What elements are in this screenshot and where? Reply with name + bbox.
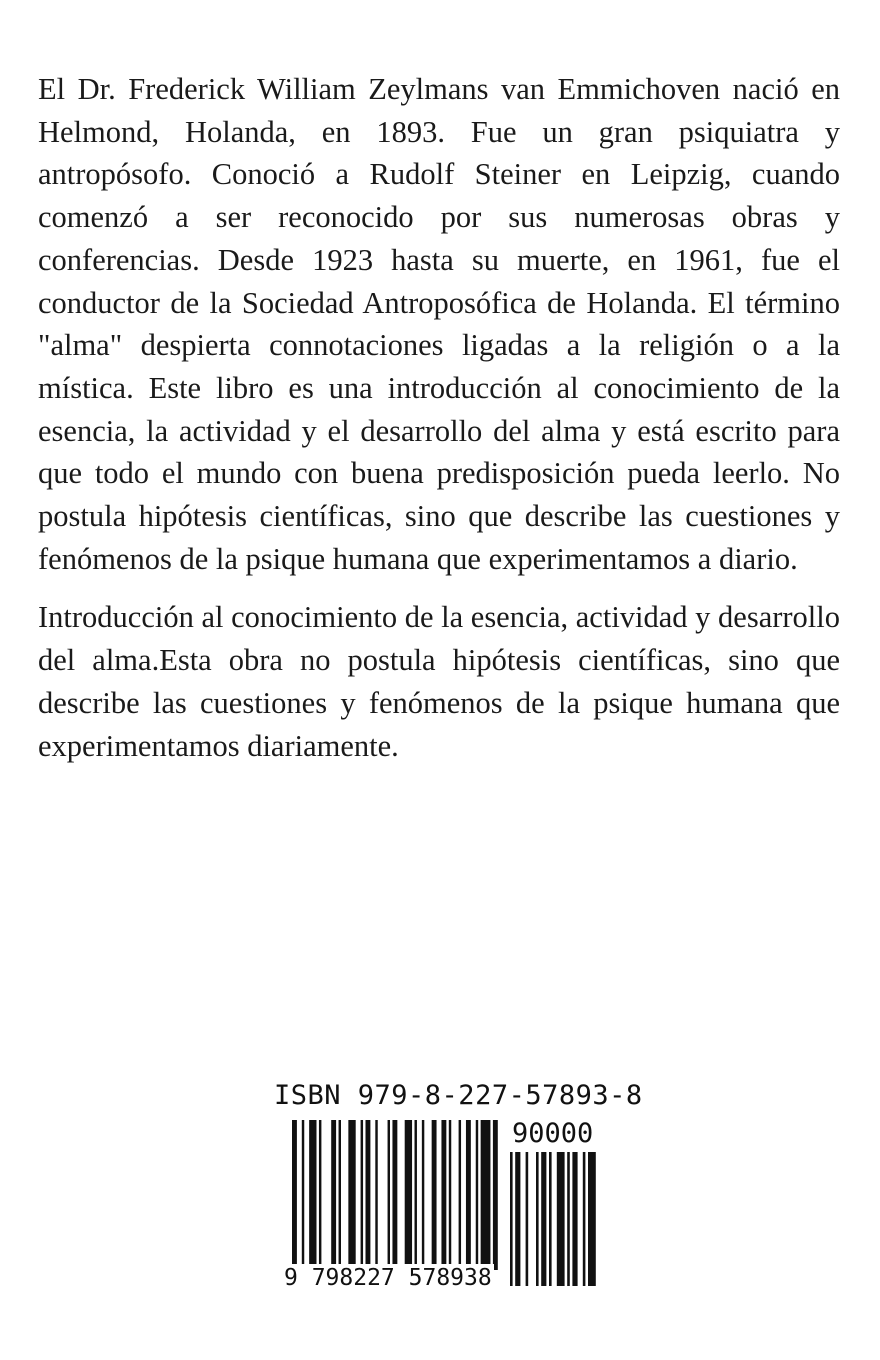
barcode-bar-16: [441, 1120, 446, 1270]
addon-bar-5: [549, 1152, 552, 1286]
barcode-digits: 9 798227 578938: [284, 1265, 492, 1291]
barcode-bar-14: [422, 1120, 424, 1270]
barcode-bar-12: [405, 1120, 412, 1270]
addon-bar-4: [541, 1152, 546, 1286]
addon-bar-7: [567, 1152, 570, 1286]
back-cover-description: [38, 68, 840, 767]
barcode-bar-4: [331, 1120, 336, 1270]
barcode-bar-8: [366, 1120, 371, 1270]
main-barcode-bars: [292, 1120, 498, 1270]
addon-price-code: 90000: [512, 1118, 594, 1149]
barcode-bar-7: [361, 1120, 363, 1270]
barcode-bar-2: [309, 1120, 316, 1270]
addon-bar-3: [536, 1152, 539, 1286]
addon-barcode-bars: [510, 1152, 596, 1286]
barcode-bar-20: [476, 1120, 478, 1270]
barcode-bar-15: [432, 1120, 437, 1270]
barcode-bar-17: [449, 1120, 451, 1270]
addon-bar-9: [583, 1152, 586, 1286]
barcode-bar-11: [392, 1120, 397, 1270]
addon-bar-2: [526, 1152, 529, 1286]
barcode-bar-19: [466, 1120, 471, 1270]
isbn-barcode-block: [272, 1080, 643, 1300]
isbn-label: ISBN 979-8-227-57893-8: [274, 1080, 643, 1111]
addon-bar-0: [510, 1152, 513, 1286]
addon-bar-10: [588, 1152, 596, 1286]
barcode-bar-22: [493, 1120, 498, 1270]
description-paragraph-1: El Dr. Frederick William Zeylmans van Emmichoven nació en Helmond, Holanda, en 1893. Fue un gran psiquiatra y antropósofo. Conoció a Rudolf Steiner en Leipzig, cuando comenzó a ser reconocido por sus numerosas obras y conferencias. Desde 1923 hasta su muerte, en 1961, fue el conductor de la Sociedad Antroposófica de Holanda. El término "alma" despierta connotaciones ligadas a la religión o a la mística. Este libro es una introducción al conocimiento de la esencia, la actividad y el desarrollo del alma y está escrito para que todo el mundo con buena predisposición pueda leerlo. No postula hipótesis científicas, sino que describe las cuestiones y fenómenos de la psique humana que experimentamos a diario.: [38, 72, 840, 576]
barcode-bar-21: [481, 1120, 491, 1270]
barcode-bar-5: [339, 1120, 341, 1270]
barcode-bar-13: [415, 1120, 417, 1270]
addon-bar-8: [572, 1152, 577, 1286]
barcode-bar-3: [319, 1120, 321, 1270]
barcode-bar-10: [388, 1120, 390, 1270]
addon-bar-6: [557, 1152, 565, 1286]
description-paragraph-2: Introducción al conocimiento de la esencia, actividad y desarrollo del alma.Esta obra no postula hipótesis científicas, sino que describe las cuestiones y fenómenos de la psique humana que experimentamos diariamente.: [38, 600, 841, 763]
barcode-bar-1: [302, 1120, 304, 1270]
addon-bar-1: [515, 1152, 520, 1286]
barcode-bar-9: [375, 1120, 377, 1270]
barcode-bar-18: [459, 1120, 461, 1270]
barcode-bar-6: [348, 1120, 355, 1270]
barcode-bar-0: [292, 1120, 297, 1270]
